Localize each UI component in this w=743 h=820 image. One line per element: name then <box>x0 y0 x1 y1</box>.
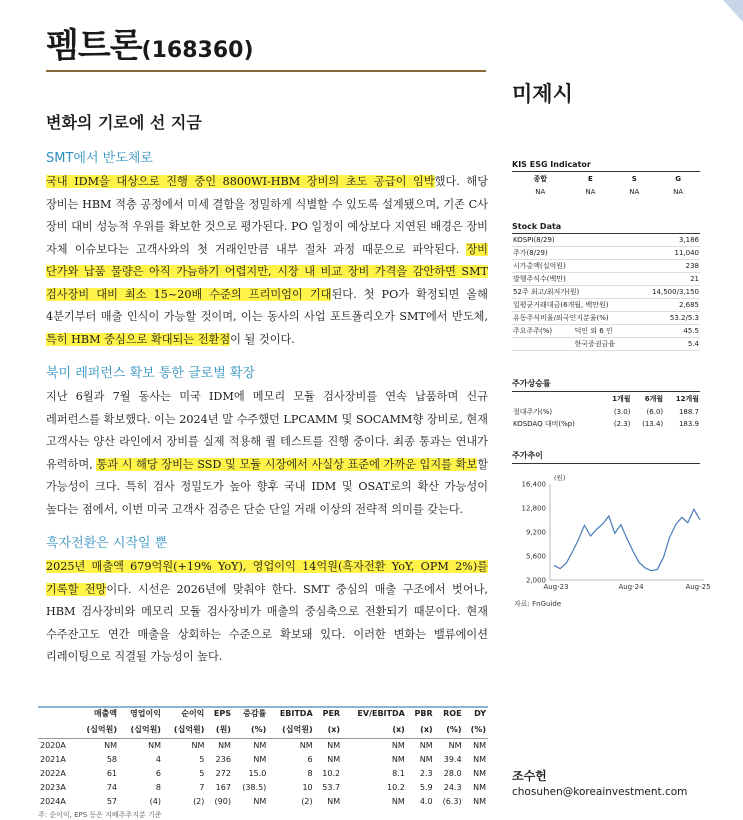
table-header-unit <box>38 722 76 739</box>
table-cell: 28.0 <box>443 769 462 778</box>
stock-label: 시가총액(십억원) <box>512 260 637 273</box>
stock-row <box>512 234 700 247</box>
section-title: SMT에서 반도체로 <box>46 151 153 166</box>
esg-value: NA <box>629 187 640 196</box>
price-chart-section <box>512 450 700 464</box>
table-cell: (2) <box>193 797 205 806</box>
holders-label: 주요주주(%) <box>512 325 574 338</box>
analyst-email: chosuhen@koreainvestment.com <box>512 786 688 798</box>
section-paragraph <box>46 171 488 351</box>
body-text: 된다. 첫 PO가 확정되면 올해 4분기부터 매출 인식이 가능할 것이며, 이는 동사의 사업 포트폴리오가 SMT에서 반도체, <box>46 287 488 323</box>
table-cell: NM <box>473 797 486 806</box>
table-cell: NM <box>253 755 267 764</box>
table-year: 2024A <box>40 797 66 806</box>
table-cell: 7 <box>199 783 205 792</box>
highlighted-text: 2025년 매출액 679억원(+19% YoY), 영업이익 14억원(흑자전환 YoY, OPM 2%)를 기록할 전망 <box>46 560 488 596</box>
esg-value: NA <box>585 187 596 196</box>
stock-value: 21 <box>637 273 700 286</box>
stock-data <box>512 222 700 351</box>
table-row <box>38 767 488 781</box>
returns-value: (13.4) <box>642 419 664 428</box>
table-cell: NM <box>148 741 161 750</box>
table-header: PBR <box>414 709 433 718</box>
returns-label: KOSDAQ 대비(%p) <box>513 419 575 428</box>
section-title: 북미 레퍼런스 확보 통한 글로벌 확장 <box>46 366 256 381</box>
financial-table <box>38 706 488 809</box>
stock-row <box>512 273 700 286</box>
table-cell: 57 <box>106 797 117 806</box>
returns-value: 188.7 <box>678 407 699 416</box>
stock-label: 일평균거래대금(6개월, 백만원) <box>512 299 637 312</box>
main-text <box>46 150 488 683</box>
stock-value: 14,500/3,150 <box>637 286 700 299</box>
table-cell: 74 <box>106 783 117 792</box>
stock-label: 52주 최고/최저가(원) <box>512 286 637 299</box>
table-header <box>38 706 76 722</box>
returns-header <box>512 392 603 406</box>
returns-header: 1개월 <box>612 395 631 403</box>
holder-name: 한국증권금융 <box>574 338 638 351</box>
table-row <box>38 795 488 809</box>
table-cell: 4.0 <box>419 797 433 806</box>
table-cell: NM <box>473 783 486 792</box>
table-cell: 6 <box>307 755 313 764</box>
stock-row <box>512 247 700 260</box>
esg-value: NA <box>535 187 546 196</box>
stock-label: KOSPI(8/29) <box>512 234 637 247</box>
stock-price-chart <box>512 470 712 598</box>
table-cell: 272 <box>215 769 231 778</box>
price-returns <box>512 378 700 430</box>
esg-header: 종합 <box>533 175 548 183</box>
stock-value: 11,040 <box>637 247 700 260</box>
table-cell: 53.7 <box>322 783 341 792</box>
corner-decoration <box>703 0 743 40</box>
holder-row <box>512 325 700 338</box>
table-cell: 10.2 <box>322 769 341 778</box>
holders-label <box>512 338 574 351</box>
table-cell: 24.3 <box>443 783 462 792</box>
stock-value: 53.2/5.3 <box>637 312 700 325</box>
table-cell: NM <box>327 755 341 764</box>
chart-title: 주가추이 <box>512 450 700 464</box>
table-cell: 10 <box>302 783 313 792</box>
table-header-unit: (십억원) <box>268 722 314 739</box>
table-cell: 15.0 <box>248 769 267 778</box>
table-header-unit: (십억원) <box>119 722 163 739</box>
body-text: 이다. 시선은 2026년에 맞춰야 한다. SMT 중심의 매출 구조에서 벗어나, HBM 검사장비와 메모리 모듈 검사장비가 매출의 중심축으로 전환되기 때문이다. 현재 수주잔고도 연간 매출을 상회하는 수준으로 확보돼 있다. 이러한 변화는 밸류에이션 리레이팅으로 직결될 가능성이 높다. <box>46 582 488 663</box>
returns-value: (2.3) <box>613 419 631 428</box>
table-cell: NM <box>299 741 313 750</box>
table-cell: (4) <box>149 797 161 806</box>
section-paragraph <box>46 386 488 521</box>
body-text: 이 될 것이다. <box>230 332 295 346</box>
table-header-unit: (원) <box>206 722 233 739</box>
y-tick-label: 5,600 <box>525 552 546 561</box>
stock-row <box>512 312 700 325</box>
stock-value: 2,685 <box>637 299 700 312</box>
page-title <box>46 18 254 67</box>
highlighted-text: 특히 HBM 중심으로 확대되는 전환점 <box>46 332 231 346</box>
table-header-unit: (%) <box>435 722 464 739</box>
table-cell: NM <box>104 741 117 750</box>
table-header: PER <box>322 709 341 718</box>
table-cell: NM <box>473 755 486 764</box>
section-paragraph <box>46 556 488 669</box>
table-cell: NM <box>191 741 205 750</box>
esg-header: E <box>588 175 593 183</box>
table-cell: 61 <box>106 769 117 778</box>
table-year: 2023A <box>40 783 66 792</box>
table-cell: NM <box>473 769 486 778</box>
x-tick-label: Aug-23 <box>543 583 569 591</box>
returns-row <box>512 406 700 418</box>
table-note: 주: 순이익, EPS 등은 지배주주지분 기준 <box>38 811 162 819</box>
table-header-unit: (십억원) <box>76 722 119 739</box>
stock-row <box>512 299 700 312</box>
returns-row <box>512 418 700 430</box>
esg-header: G <box>675 175 681 183</box>
x-tick-label: Aug-24 <box>618 583 644 591</box>
stock-code: (168360) <box>141 38 254 63</box>
table-header: EBITDA <box>279 709 313 718</box>
highlighted-text: 통과 시 해당 장비는 SSD 및 모듈 시장에서 사실상 표준에 가까운 입지를 확보 <box>96 457 478 471</box>
body-text: 했다. 해당 장비는 HBM 적층 공정에서 미세 결함을 정밀하게 식별할 수 있도록 설계됐으며, 기존 C사 장비 대비 성능적 우위를 확보한 것으로 평가된다. PO 일정이 예상보다 지연된 배경은 장비 자체 이슈보다는 고객사와의 첫 거래인만큼 내부 절차 과정 때문으로 파악된다. <box>46 175 489 256</box>
table-cell: NM <box>253 797 267 806</box>
holder-value: 45.5 <box>637 325 700 338</box>
returns-label: 절대주가(%) <box>513 407 553 416</box>
returns-value: (3.0) <box>613 407 631 416</box>
table-cell: 5.9 <box>419 783 433 792</box>
holder-name: 덕인 외 6 인 <box>574 325 638 338</box>
table-header: EPS <box>213 709 231 718</box>
company-name: 펨트론 <box>46 26 142 66</box>
stock-row <box>512 260 700 273</box>
table-header: 영업이익 <box>130 709 161 718</box>
x-tick-label: Aug-25 <box>685 583 711 591</box>
table-cell: 2.3 <box>419 769 433 778</box>
body-text: 지난 6월과 7월 동사는 미국 IDM에 메모리 모듈 검사장비를 연속 납품하며 신규 레퍼런스를 확보했다. 이는 2024년 말 수주했던 LPCAMM 및 SOCAMM향 장비로, 현재 고객사는 양산 라인에서 장비를 실제 적용해 퀄 테스트를 진행 중이다. 최종 통과는 연내가 유력하며, <box>46 390 488 471</box>
table-cell: NM <box>327 741 341 750</box>
table-cell: 167 <box>215 783 231 792</box>
table-header: EV/EBITDA <box>357 709 405 718</box>
y-tick-label: 16,400 <box>521 480 546 489</box>
table-cell: 8 <box>155 783 161 792</box>
stock-row <box>512 286 700 299</box>
report-headline: 변화의 기로에 선 지금 <box>46 113 202 132</box>
table-cell: 8.1 <box>392 769 405 778</box>
table-header-unit: (%) <box>464 722 488 739</box>
table-year: 2021A <box>40 755 66 764</box>
stock-label: 주가(8/29) <box>512 247 637 260</box>
table-header: 증감률 <box>243 709 267 718</box>
table-row <box>38 753 488 767</box>
table-cell: (6.3) <box>442 797 462 806</box>
table-cell: NM <box>218 741 231 750</box>
analyst-name: 조수헌 <box>512 769 547 783</box>
table-cell: 8 <box>307 769 313 778</box>
stock-data-title: Stock Data <box>512 222 700 234</box>
holder-row <box>512 338 700 351</box>
table-cell: NM <box>391 797 405 806</box>
table-cell: NM <box>253 741 267 750</box>
returns-value: (6.0) <box>646 407 664 416</box>
table-cell: (38.5) <box>242 783 267 792</box>
table-cell: NM <box>448 741 462 750</box>
esg-title: KIS ESG Indicator <box>512 160 700 172</box>
returns-header: 12개월 <box>675 395 699 403</box>
table-header-unit: (%) <box>233 722 268 739</box>
section-title: 흑자전환은 시작일 뿐 <box>46 536 168 551</box>
table-header: 매출액 <box>93 709 117 718</box>
table-cell: (2) <box>301 797 313 806</box>
y-tick-label: 12,800 <box>521 504 546 513</box>
table-year: 2020A <box>40 741 66 750</box>
report-brand: 미제시 <box>512 82 573 106</box>
table-header-unit: (x) <box>407 722 435 739</box>
table-cell: NM <box>419 741 433 750</box>
table-cell: 58 <box>106 755 117 764</box>
table-header-unit: (x) <box>315 722 342 739</box>
stock-value: 238 <box>637 260 700 273</box>
table-header: DY <box>474 709 486 718</box>
table-header-unit: (x) <box>342 722 407 739</box>
stock-value: 3,186 <box>637 234 700 247</box>
y-tick-label: 9,200 <box>525 528 546 537</box>
table-header-unit: (십억원) <box>163 722 206 739</box>
table-cell: 39.4 <box>443 755 462 764</box>
table-header: ROE <box>443 709 462 718</box>
y-tick-label: 2,000 <box>525 576 546 585</box>
table-cell: 4 <box>155 755 161 764</box>
returns-title: 주가상승률 <box>512 378 700 392</box>
stock-label: 유동주식비율/외국인지분율(%) <box>512 312 637 325</box>
table-cell: 236 <box>215 755 231 764</box>
price-series-line <box>554 509 700 570</box>
chart-source: 자료: FnGuide <box>514 600 562 608</box>
table-year: 2022A <box>40 769 66 778</box>
highlighted-text: 국내 IDM을 대상으로 진행 중인 8800WI-HBM 장비의 초도 공급이 임박 <box>46 175 435 188</box>
esg-value: NA <box>673 187 684 196</box>
returns-value: 183.9 <box>678 419 699 428</box>
table-row <box>38 781 488 795</box>
holder-value: 5.4 <box>637 338 700 351</box>
esg-header: S <box>631 175 637 183</box>
table-cell: (90) <box>214 797 231 806</box>
returns-header-row <box>512 392 700 406</box>
table-cell: NM <box>391 755 405 764</box>
table-row <box>38 739 488 754</box>
table-cell: 5 <box>199 769 205 778</box>
table-header: 순이익 <box>181 709 205 718</box>
table-cell: NM <box>391 741 405 750</box>
y-unit-label: (원) <box>554 474 566 482</box>
esg-indicator <box>512 160 700 198</box>
table-cell: NM <box>419 755 433 764</box>
table-cell: 6 <box>155 769 161 778</box>
table-cell: NM <box>327 797 341 806</box>
table-cell: 10.2 <box>387 783 405 792</box>
highlighted-text: 장비 단가와 납품 물량은 아직 가늠하기 어렵지만, 시장 내 비교 장비 가격을 감안하면 SMT 검사장비 대비 최소 15~20배 수준의 프리미엄이 기대 <box>46 242 488 301</box>
table-cell: 5 <box>199 755 205 764</box>
body-text: 할 가능성이 크다. 특히 검사 정밀도가 높아 향후 국내 IDM 및 OSAT로의 확산 가능성이 높다는 점에서, 이번 미국 고객사 검증은 단순 단일 거래 이상의 전략적 의미를 갖는다. <box>46 457 489 516</box>
table-cell: NM <box>473 741 486 750</box>
stock-label: 발행주식수(백만) <box>512 273 637 286</box>
title-divider <box>46 70 486 72</box>
returns-header: 6개월 <box>644 395 664 403</box>
